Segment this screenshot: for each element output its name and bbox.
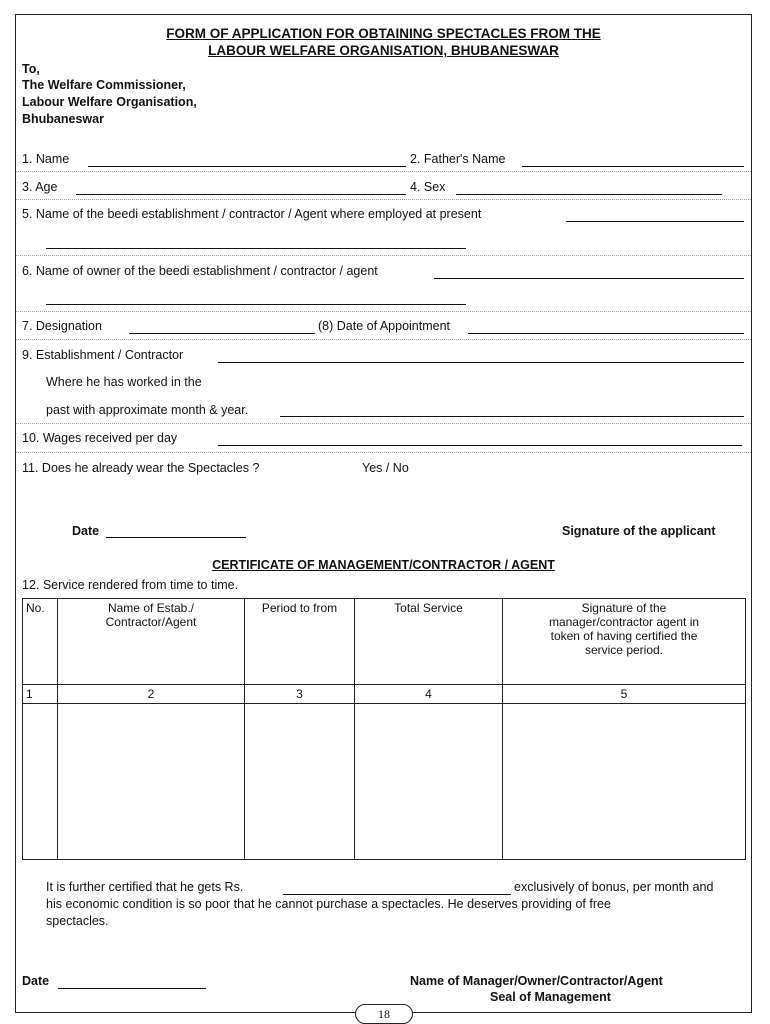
col-number: 3	[245, 685, 355, 704]
table-cell[interactable]	[23, 704, 58, 860]
field-contractor-input-2[interactable]	[280, 416, 744, 417]
field-establishment-input[interactable]	[566, 221, 744, 222]
field-establishment-label: 5. Name of the beedi establishment / contractor / Agent where employed at present	[22, 207, 482, 221]
table-cell[interactable]	[58, 704, 245, 860]
divider	[16, 423, 751, 424]
address-line2: Labour Welfare Organisation,	[22, 95, 197, 109]
field-owner-input-2[interactable]	[46, 304, 466, 305]
divider	[16, 171, 751, 172]
header-period: Period to from	[245, 599, 355, 685]
table-cell[interactable]	[245, 704, 355, 860]
field-contractor-label: 9. Establishment / Contractor	[22, 348, 184, 362]
field-age-input[interactable]	[76, 194, 406, 195]
field-contractor-label-3: past with approximate month & year.	[46, 403, 249, 417]
field-name-label: 1. Name	[22, 152, 70, 166]
divider	[16, 339, 751, 340]
field-name-input[interactable]	[88, 166, 406, 167]
col-number: 2	[58, 685, 245, 704]
manager-date-label: Date	[22, 974, 50, 988]
applicant-signature-label: Signature of the applicant	[562, 524, 716, 538]
divider	[16, 452, 751, 453]
field-owner-label: 6. Name of owner of the beedi establishment / contractor / agent	[22, 264, 378, 278]
field-spectacles-label: 11. Does he already wear the Spectacles ?	[22, 461, 260, 475]
page-number: 18	[355, 1004, 413, 1024]
seal-label: Seal of Management	[490, 990, 611, 1004]
table-cell[interactable]	[355, 704, 503, 860]
address-line3: Bhubaneswar	[22, 112, 104, 126]
header-total: Total Service	[355, 599, 503, 685]
certify-text-2: exclusively of bonus, per month and	[514, 880, 714, 894]
address-line1: The Welfare Commissioner,	[22, 78, 186, 92]
field-appointment-label: (8) Date of Appointment	[318, 319, 451, 333]
field-designation-label: 7. Designation	[22, 319, 102, 333]
form-title-line2: LABOUR WELFARE ORGANISATION, BHUBANESWAR	[208, 43, 559, 58]
header-no: No.	[23, 599, 58, 685]
service-table	[22, 598, 746, 860]
salary-input[interactable]	[283, 894, 511, 895]
header-estab: Name of Estab./ Contractor/Agent	[58, 599, 245, 685]
col-number: 5	[503, 685, 746, 704]
field-wages-label: 10. Wages received per day	[22, 431, 178, 445]
certificate-title: CERTIFICATE OF MANAGEMENT/CONTRACTOR / AGENT	[212, 558, 555, 572]
col-number: 1	[23, 685, 58, 704]
field-establishment-input-2[interactable]	[46, 248, 466, 249]
form-title-line1: FORM OF APPLICATION FOR OBTAINING SPECTACLES FROM THE	[166, 26, 601, 41]
field-designation-input[interactable]	[129, 333, 315, 334]
certify-text-4: spectacles.	[46, 914, 109, 928]
certify-text-1: It is further certified that he gets Rs.	[46, 880, 244, 894]
field-contractor-input[interactable]	[218, 362, 744, 363]
table-cell[interactable]	[503, 704, 746, 860]
field-father-label: 2. Father's Name	[410, 152, 506, 166]
field-father-input[interactable]	[522, 166, 744, 167]
col-number: 4	[355, 685, 503, 704]
field-sex-label: 4. Sex	[410, 180, 446, 194]
field-spectacles-options[interactable]: Yes / No	[362, 461, 409, 475]
manager-date-input[interactable]	[58, 988, 206, 989]
divider	[16, 255, 751, 256]
field-age-label: 3. Age	[22, 180, 58, 194]
service-label: 12. Service rendered from time to time.	[22, 578, 239, 592]
field-contractor-label-2: Where he has worked in the	[46, 375, 202, 389]
applicant-date-label: Date	[72, 524, 100, 538]
field-appointment-input[interactable]	[468, 333, 744, 334]
address-to: To,	[22, 62, 40, 76]
field-owner-input[interactable]	[434, 278, 744, 279]
divider	[16, 199, 751, 200]
field-sex-input[interactable]	[456, 194, 722, 195]
certify-text-3: his economic condition is so poor that he cannot purchase a spectacles. He deserves providing of free	[46, 897, 611, 911]
applicant-date-input[interactable]	[106, 537, 246, 538]
header-signature: Signature of the manager/contractor agent in token of having certified the service period.	[503, 599, 746, 685]
form-border	[15, 14, 752, 1013]
manager-name-label: Name of Manager/Owner/Contractor/Agent	[410, 974, 663, 988]
field-wages-input[interactable]	[218, 445, 742, 446]
divider	[16, 311, 751, 312]
